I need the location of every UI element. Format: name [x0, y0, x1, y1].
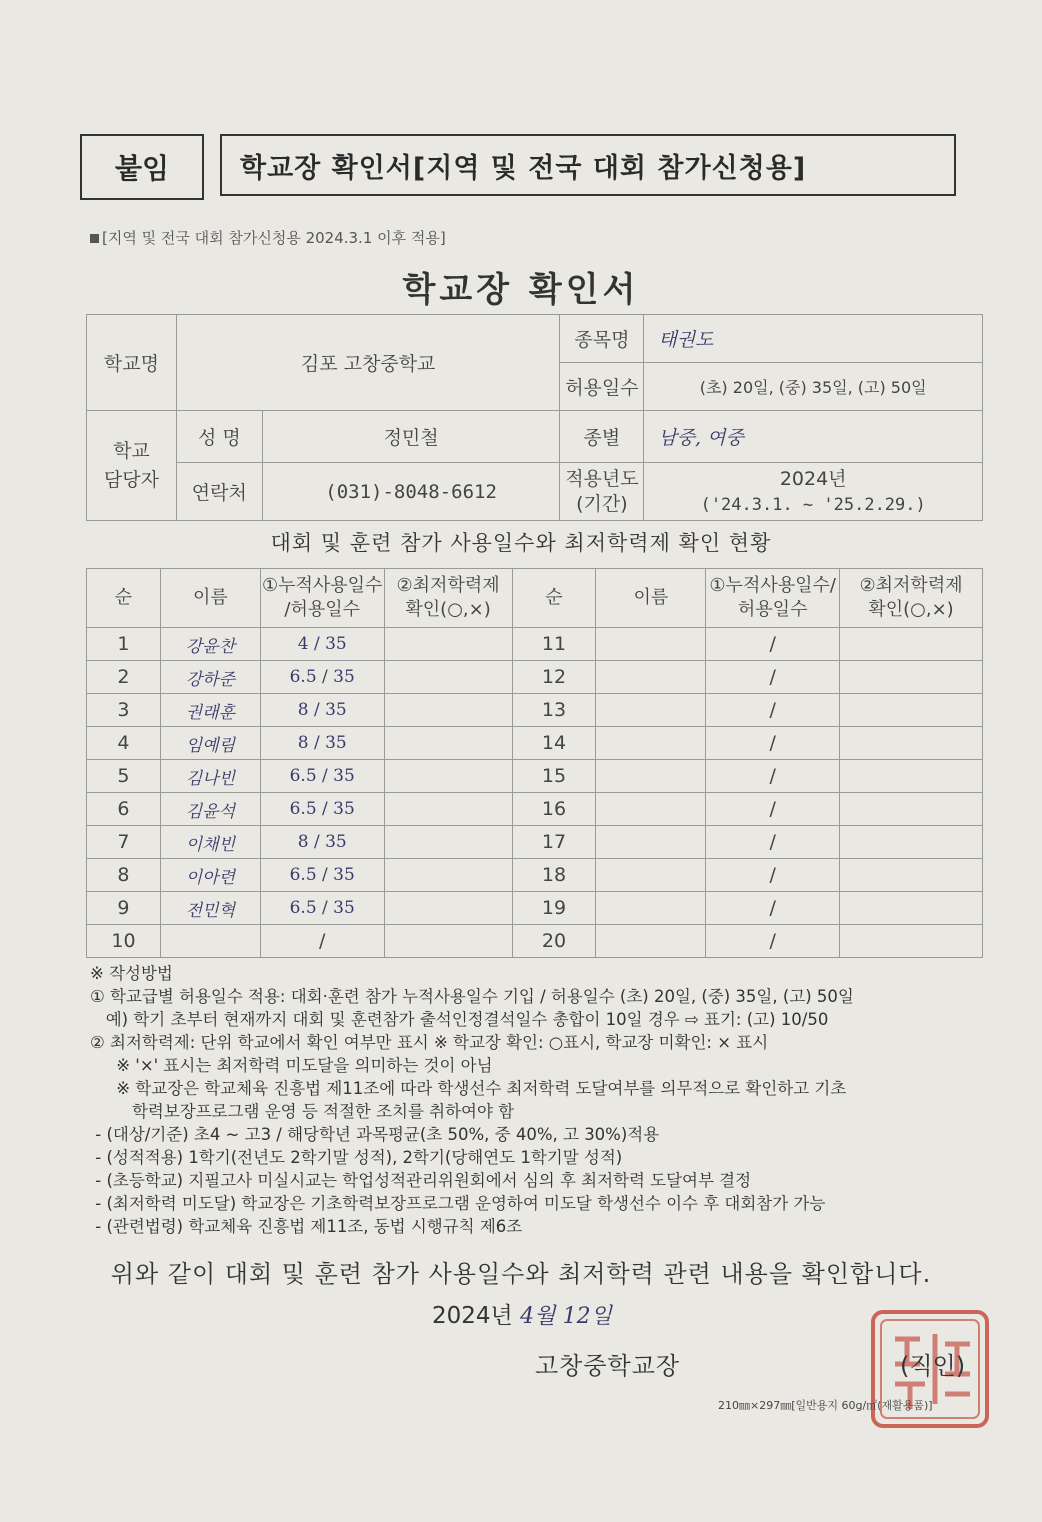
header-used-left-line2: /허용일수 [284, 599, 361, 620]
table-row [87, 694, 983, 727]
table-row [87, 793, 983, 826]
row-name [596, 694, 706, 727]
contact-label: 연락처 [176, 463, 262, 521]
note-line: - (최저학력 미도달) 학교장은 기초학력보장프로그램 운영하여 미도달 학생선수 이수 후 대회참가 가능 [90, 1194, 826, 1213]
year-value [644, 463, 983, 521]
status-title: 대회 및 훈련 참가 사용일수와 최저학력제 확인 현황 [270, 531, 772, 555]
header-no-left: 순 [87, 569, 161, 628]
header-min-right [840, 569, 983, 628]
row-no: 3 [87, 694, 161, 727]
note-line: 예) 학기 초부터 현재까지 대회 및 훈련참가 출석인정결석일수 총합이 10일 경우 ⇨ 표기: (고) 10/50 [90, 1010, 829, 1029]
row-no: 9 [87, 892, 161, 925]
row-used: 8 / 35 [260, 694, 384, 727]
seal-mark-label: (직인) [900, 1352, 966, 1380]
sport-label: 종목명 [560, 315, 644, 363]
row-min [840, 826, 983, 859]
note-line: ① 학교급별 허용일수 적용: 대회·훈련 참가 누적사용일수 기입 / 허용일수 (초) 20일, (중) 35일, (고) 50일 [90, 987, 854, 1006]
form-note [90, 227, 446, 248]
note-line: - (초등학교) 지필고사 미실시교는 학업성적관리위원회에서 심의 후 최저학력 도달여부 결정 [90, 1171, 752, 1190]
row-name [596, 892, 706, 925]
form-note-text: [지역 및 전국 대회 참가신청용 2024.3.1 이후 적용] [102, 229, 446, 247]
row-used: / [706, 892, 840, 925]
row-min [384, 760, 512, 793]
row-min [384, 661, 512, 694]
row-name [596, 661, 706, 694]
row-min [840, 925, 983, 958]
year-label [560, 463, 644, 521]
note-line: 학력보장프로그램 운영 등 적절한 조치를 취하여야 함 [90, 1102, 515, 1121]
row-used: 6.5 / 35 [260, 793, 384, 826]
principal-title: 고창중학교장 [535, 1352, 681, 1380]
row-no: 8 [87, 859, 161, 892]
row-name: 강하준 [160, 661, 260, 694]
row-min [384, 727, 512, 760]
table-row [87, 661, 983, 694]
year-label-line2: (기간) [576, 492, 628, 515]
row-name: 김윤석 [160, 793, 260, 826]
date-day: 12일 [562, 1304, 612, 1329]
category-label: 종별 [560, 411, 644, 463]
paper-spec-note: 210㎜×297㎜[일반용지 60g/㎡(재활용품)] [718, 1399, 933, 1412]
row-no: 16 [512, 793, 596, 826]
writing-instructions [90, 962, 990, 1238]
row-name [596, 628, 706, 661]
header-used-right-line2: 허용일수 [737, 599, 808, 620]
note-line: - (관련법령) 학교체육 진흥법 제11조, 동법 시행규칙 제6조 [90, 1217, 523, 1236]
square-bullet-icon [90, 234, 99, 243]
row-used: / [706, 793, 840, 826]
name-value: 정민철 [262, 411, 560, 463]
row-no: 12 [512, 661, 596, 694]
table-row [87, 727, 983, 760]
confirmation-statement: 위와 같이 대회 및 훈련 참가 사용일수와 최저학력 관련 내용을 확인합니다. [110, 1260, 932, 1288]
manager-label-line1: 학교 [113, 440, 150, 462]
date-year: 2024년 [432, 1303, 513, 1329]
row-used: / [706, 760, 840, 793]
header-name-right: 이름 [596, 569, 706, 628]
year-label-line1: 적용년도 [565, 467, 639, 490]
row-name: 이채빈 [160, 826, 260, 859]
row-name [596, 826, 706, 859]
status-table [86, 568, 983, 958]
date-month: 4월 [520, 1304, 556, 1329]
row-used: 6.5 / 35 [260, 892, 384, 925]
table-row [87, 760, 983, 793]
header-used-right-line1: ①누적사용일수/ [709, 574, 836, 596]
note-line: ② 최저학력제: 단위 학교에서 확인 여부만 표시 ※ 학교장 확인: ○표시, 학교장 미확인: × 표시 [90, 1033, 769, 1052]
note-line: ※ 학교장은 학교체육 진흥법 제11조에 따라 학생선수 최저학력 도달여부를 의무적으로 확인하고 기초 [90, 1079, 847, 1098]
row-name: 임예림 [160, 727, 260, 760]
header-title: 학교장 확인서[지역 및 전국 대회 참가신청용] [220, 134, 956, 196]
row-used: / [706, 859, 840, 892]
row-used: / [706, 826, 840, 859]
row-min [840, 793, 983, 826]
school-label: 학교명 [87, 315, 177, 411]
issue-date [432, 1297, 612, 1330]
row-no: 17 [512, 826, 596, 859]
row-no: 1 [87, 628, 161, 661]
header-used-left [260, 569, 384, 628]
note-line: ※ 작성방법 [90, 964, 173, 983]
table-row [87, 628, 983, 661]
row-min [384, 925, 512, 958]
row-no: 2 [87, 661, 161, 694]
header-name-left: 이름 [160, 569, 260, 628]
row-no: 14 [512, 727, 596, 760]
row-min [384, 859, 512, 892]
row-used: / [706, 661, 840, 694]
header-no-right: 순 [512, 569, 596, 628]
row-no: 18 [512, 859, 596, 892]
allowed-days-value: (초) 20일, (중) 35일, (고) 50일 [644, 363, 983, 411]
row-no: 10 [87, 925, 161, 958]
row-no: 19 [512, 892, 596, 925]
page-title: 학교장 확인서 [402, 270, 640, 310]
row-no: 6 [87, 793, 161, 826]
row-name [596, 859, 706, 892]
row-min [840, 628, 983, 661]
note-line: ※ '×' 표시는 최저학력 미도달을 의미하는 것이 아님 [90, 1056, 493, 1075]
name-label: 성 명 [176, 411, 262, 463]
row-min [840, 859, 983, 892]
manager-label-line2: 담당자 [103, 468, 159, 491]
row-min [384, 793, 512, 826]
row-no: 13 [512, 694, 596, 727]
row-used: 6.5 / 35 [260, 760, 384, 793]
row-used: / [260, 925, 384, 958]
year-value-line1: 2024년 [779, 467, 847, 490]
row-used: 8 / 35 [260, 826, 384, 859]
attachment-label: 붙임 [80, 134, 204, 200]
row-used: / [706, 727, 840, 760]
row-name: 권래훈 [160, 694, 260, 727]
row-min [840, 892, 983, 925]
row-no: 7 [87, 826, 161, 859]
row-used: 4 / 35 [260, 628, 384, 661]
row-min [384, 628, 512, 661]
row-no: 5 [87, 760, 161, 793]
row-used: 6.5 / 35 [260, 859, 384, 892]
row-used: / [706, 628, 840, 661]
row-min [840, 727, 983, 760]
row-used: / [706, 925, 840, 958]
category-value: 남중, 여중 [644, 411, 983, 463]
row-name [596, 793, 706, 826]
header-min-left-line2: 확인(○,×) [405, 599, 491, 620]
row-used: / [706, 694, 840, 727]
row-name [596, 760, 706, 793]
row-min [840, 661, 983, 694]
header-used-left-line1: ①누적사용일수 [261, 574, 383, 596]
header-used-right [706, 569, 840, 628]
manager-label [87, 411, 177, 521]
row-used: 8 / 35 [260, 727, 384, 760]
note-line: - (대상/기준) 초4 ~ 고3 / 해당학년 과목평균(초 50%, 중 40%, 고 30%)적용 [90, 1125, 660, 1144]
sport-value: 태권도 [644, 315, 983, 363]
row-no: 20 [512, 925, 596, 958]
table-row [87, 892, 983, 925]
row-no: 15 [512, 760, 596, 793]
row-name: 이아련 [160, 859, 260, 892]
row-no: 4 [87, 727, 161, 760]
row-min [384, 826, 512, 859]
row-min [384, 892, 512, 925]
row-name: 전민혁 [160, 892, 260, 925]
row-used: 6.5 / 35 [260, 661, 384, 694]
table-row [87, 859, 983, 892]
header-min-right-line2: 확인(○,×) [868, 599, 954, 620]
year-value-line2: ('24.3.1. ~ '25.2.29.) [700, 494, 926, 515]
row-no: 11 [512, 628, 596, 661]
school-value: 김포 고창중학교 [176, 315, 560, 411]
table-row [87, 826, 983, 859]
header-min-left-line1: ②최저학력제 [396, 574, 500, 596]
allowed-days-label: 허용일수 [560, 363, 644, 411]
note-line: - (성적적용) 1학기(전년도 2학기말 성적), 2학기(당해연도 1학기말 성적) [90, 1148, 623, 1167]
table-row [87, 925, 983, 958]
row-name [160, 925, 260, 958]
row-min [840, 694, 983, 727]
row-name: 강윤찬 [160, 628, 260, 661]
header-min-left [384, 569, 512, 628]
row-name [596, 925, 706, 958]
header-min-right-line1: ②최저학력제 [859, 574, 963, 596]
info-table [86, 314, 983, 521]
row-min [384, 694, 512, 727]
row-min [840, 760, 983, 793]
contact-value: (031)-8048-6612 [262, 463, 560, 521]
row-name [596, 727, 706, 760]
row-name: 김나빈 [160, 760, 260, 793]
